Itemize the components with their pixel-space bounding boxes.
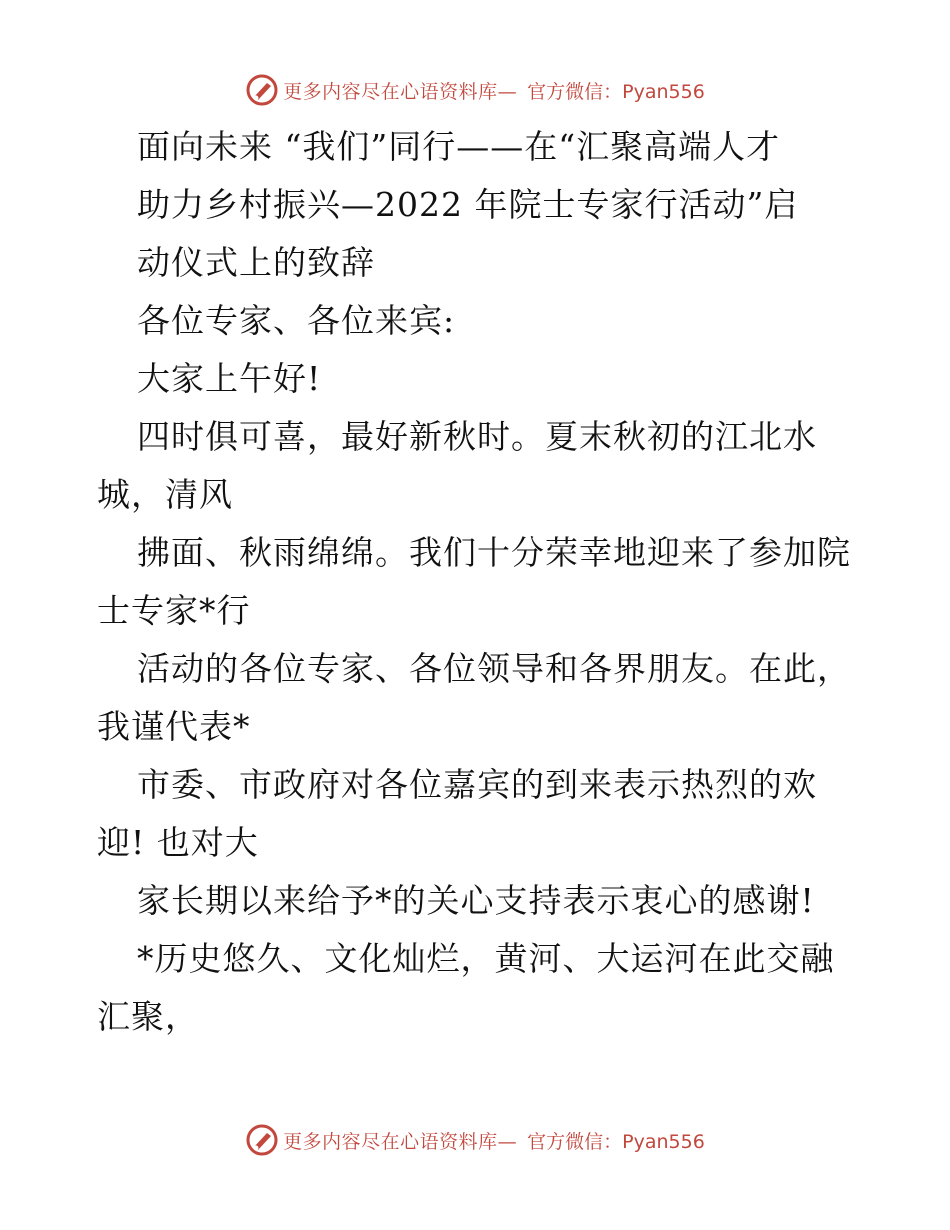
brand-contact: 官方微信：Pyan556 xyxy=(527,80,705,103)
text-line: 大家上午好! xyxy=(137,359,322,398)
text-line: 面向未来 “我们”同行——在“汇聚高端人才 xyxy=(137,127,781,166)
text-line: 拂面、秋雨绵绵。我们十分荣幸地迎来了参加院 xyxy=(137,533,851,572)
text-line: 士专家*行 xyxy=(97,591,251,630)
text-line: 四时俱可喜，最好新秋时。夏末秋初的江北水 xyxy=(137,417,817,456)
text-line: 各位专家、各位来宾: xyxy=(137,301,456,340)
page-header xyxy=(0,70,950,110)
text-line: *历史悠久、文化灿烂，黄河、大运河在此交融 xyxy=(137,939,835,978)
text-line: 活动的各位专家、各位领导和各界朋友。在此， xyxy=(137,649,851,688)
text-line: 市委、市政府对各位嘉宾的到来表示热烈的欢 xyxy=(137,765,817,804)
text-line: 我谨代表* xyxy=(97,707,251,746)
text-line: 城，清风 xyxy=(97,475,233,514)
page-footer xyxy=(0,1120,950,1160)
text-line: 助力乡村振兴—2022 年院士专家行活动”启 xyxy=(137,185,799,224)
brand-watermark xyxy=(245,73,705,107)
brand-text: 更多内容尽在心语资料库— xyxy=(283,80,518,103)
pen-logo-icon xyxy=(245,73,279,107)
brand-text: 更多内容尽在心语资料库— xyxy=(283,1130,518,1153)
text-line: 家长期以来给予*的关心支持表示衷心的感谢! xyxy=(137,881,815,920)
text-line: 汇聚， xyxy=(97,997,199,1036)
brand-contact: 官方微信：Pyan556 xyxy=(527,1130,705,1153)
pen-logo-icon xyxy=(245,1123,279,1157)
text-line: 迎! 也对大 xyxy=(97,823,259,862)
text-line: 动仪式上的致辞 xyxy=(137,243,375,282)
brand-watermark xyxy=(245,1123,705,1157)
document-body xyxy=(97,118,877,1046)
